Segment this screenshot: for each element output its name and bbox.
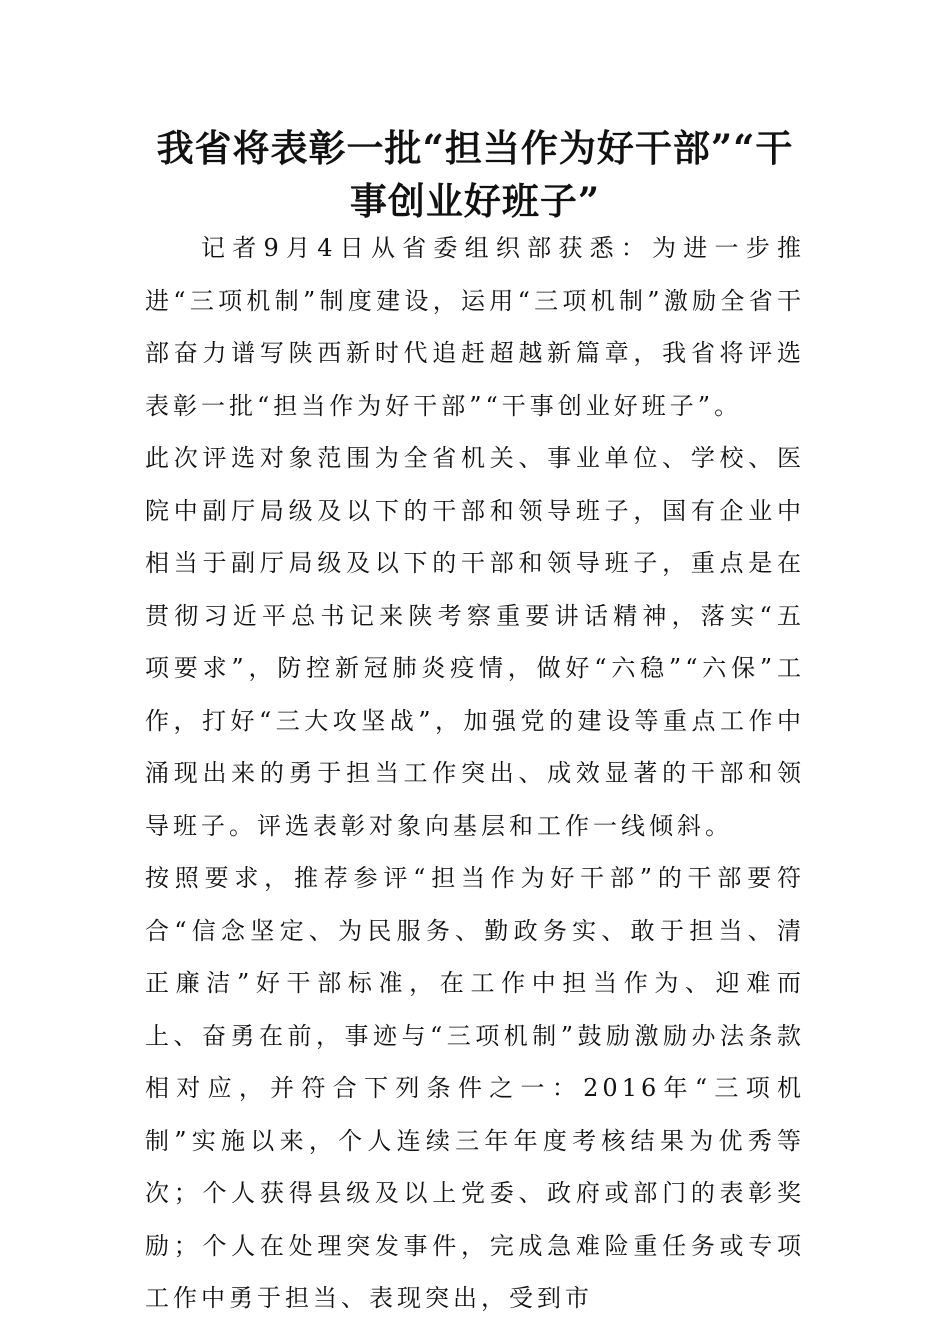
paragraph-scope: 此次评选对象范围为全省机关、事业单位、学校、医院中副厅局级及以下的干部和领导班子，国有企业中相当于副厅局级及以下的干部和领导班子，重点是在贯彻习近平总书记来陕考察重要讲话精神，落实“五项要求”，防控新冠肺炎疫情，做好“六稳”“六保”工作，打好“三大攻坚战”，加强党的建设等重点工作中涌现出来的勇于担当工作突出、成效显著的干部和领导班子。评选表彰对象向基层和工作一线倾斜。	[145, 444, 805, 840]
paragraph-intro: 记者9月4日从省委组织部获悉：为进一步推进“三项机制”制度建设，运用“三项机制”激励全省干部奋力谱写陕西新时代追赶超越新篇章，我省将评选表彰一批“担当作为好干部”“干事创业好班子”。	[145, 234, 805, 420]
document-title: 我省将表彰一批“担当作为好干部”“干事创业好班子”	[156, 126, 794, 223]
paragraph-requirements: 按照要求，推荐参评“担当作为好干部”的干部要符合“信念坚定、为民服务、勤政务实、敢于担当、清正廉洁”好干部标准，在工作中担当作为、迎难而上、奋勇在前，事迹与“三项机制”鼓励激励办法条款相对应，并符合下列条件之一：2016年“三项机制”实施以来，个人连续三年年度考核结果为优秀等次；个人获得县级及以上党委、政府或部门的表彰奖励；个人在处理突发事件，完成急难险重任务或专项工作中勇于担当、表现突出，受到市	[145, 864, 805, 1312]
document-body	[145, 222, 805, 1325]
